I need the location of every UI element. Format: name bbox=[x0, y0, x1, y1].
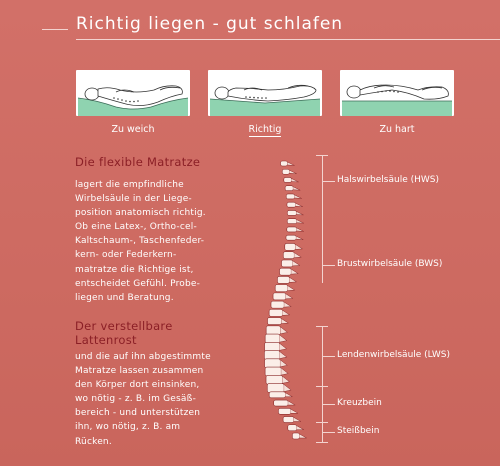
spinous-process bbox=[284, 302, 291, 307]
spinous-process bbox=[280, 327, 287, 334]
spinous-process bbox=[286, 294, 293, 299]
vertebra bbox=[266, 326, 280, 335]
spinous-process bbox=[297, 220, 304, 224]
text-line: position anatomisch richtig. bbox=[75, 208, 206, 219]
spinous-process bbox=[282, 376, 289, 383]
vertebrae-group bbox=[264, 161, 306, 439]
vertebra bbox=[287, 227, 297, 232]
spinous-process bbox=[285, 393, 292, 397]
bracket-tick bbox=[316, 442, 328, 443]
spinous-process bbox=[293, 187, 300, 191]
mattress-panel-right bbox=[208, 70, 322, 116]
vertebra bbox=[292, 433, 299, 439]
region-label-lws: Lendenwirbelsäule (LWS) bbox=[337, 350, 450, 360]
header-rule bbox=[76, 39, 500, 40]
spinous-process bbox=[296, 203, 303, 207]
spine-illustration bbox=[258, 155, 318, 445]
spinous-process bbox=[291, 269, 298, 274]
spinous-process bbox=[294, 253, 301, 258]
region-connector bbox=[322, 432, 335, 433]
vertebra bbox=[286, 194, 294, 199]
panel-label-correct-text: Richtig bbox=[248, 124, 282, 135]
text-line: ihn, wo nötig, z. B. am bbox=[75, 422, 181, 433]
region-label-coccyx: Steißbein bbox=[337, 426, 380, 436]
section-body-flexible-mattress bbox=[75, 178, 250, 305]
spinous-process bbox=[296, 211, 303, 215]
text-line: Matratze lassen zusammen bbox=[75, 366, 204, 377]
spinous-process bbox=[287, 162, 294, 166]
vertebra bbox=[269, 392, 285, 398]
panel-label-too-hard: Zu hart bbox=[379, 124, 415, 135]
panel-label-correct bbox=[208, 124, 322, 135]
spinous-process bbox=[289, 277, 296, 282]
vertebra bbox=[284, 177, 292, 182]
vertebra bbox=[277, 276, 289, 283]
text-line: matratze die Richtige ist, bbox=[75, 264, 194, 275]
text-line: lagert die empfindliche bbox=[75, 180, 184, 190]
bracket-hws-bws bbox=[322, 155, 323, 283]
header-rule-left bbox=[42, 29, 68, 30]
region-connector bbox=[322, 181, 335, 182]
vertebra bbox=[265, 367, 281, 376]
vertebra bbox=[265, 359, 281, 368]
spinous-process bbox=[300, 434, 307, 438]
section-title-flexible-mattress: Die flexible Matratze bbox=[75, 155, 201, 169]
text-line: Ob eine Latex-, Ortho-cel- bbox=[75, 222, 197, 233]
vertebra bbox=[287, 210, 296, 215]
text-line: Rücken. bbox=[75, 436, 112, 447]
region-connector bbox=[322, 356, 335, 357]
bracket-tick bbox=[316, 422, 328, 423]
spinous-process bbox=[296, 236, 303, 240]
text-line: kern- oder Federkern- bbox=[75, 250, 177, 261]
spinous-process bbox=[281, 319, 288, 324]
vertebra bbox=[264, 351, 279, 360]
vertebra bbox=[273, 293, 286, 300]
spinous-process bbox=[288, 286, 295, 291]
spinous-process bbox=[295, 244, 302, 249]
vertebra bbox=[280, 161, 287, 166]
spinous-process bbox=[295, 195, 302, 199]
vertebra bbox=[285, 186, 293, 191]
vertebra bbox=[271, 301, 284, 308]
text-line: entscheidet Gefühl. Probe- bbox=[75, 278, 201, 289]
vertebra bbox=[275, 285, 287, 292]
vertebra bbox=[281, 260, 292, 267]
region-connector bbox=[322, 404, 335, 405]
spinous-process bbox=[290, 170, 297, 174]
spinous-process bbox=[280, 352, 287, 359]
vertebra bbox=[282, 169, 289, 174]
text-line: liegen und Beratung. bbox=[75, 292, 174, 303]
vertebra bbox=[287, 202, 296, 207]
vertebra bbox=[287, 219, 297, 224]
page-title: Richtig liegen - gut schlafen bbox=[76, 14, 344, 34]
vertebra bbox=[265, 342, 280, 351]
vertebra bbox=[283, 417, 294, 423]
panel-label-too-soft: Zu weich bbox=[111, 124, 155, 135]
bracket-tick bbox=[316, 326, 328, 327]
sleeper-too-soft-illustration bbox=[76, 70, 190, 116]
spinous-process bbox=[292, 178, 299, 182]
text-line: bereich - und unterstützen bbox=[75, 408, 201, 419]
text-line: und die auf ihn abgestimmte bbox=[75, 352, 211, 362]
vertebra bbox=[266, 375, 282, 384]
text-line: Wirbelsäule in der Liege- bbox=[75, 194, 192, 205]
text-line: wo nötig - z. B. im Gesäß- bbox=[75, 394, 197, 405]
spinous-process bbox=[284, 385, 291, 392]
vertebra bbox=[279, 268, 291, 275]
spinous-process bbox=[291, 409, 298, 413]
section-body-slatted-frame bbox=[75, 350, 250, 449]
section-title-slatted-frame bbox=[75, 319, 173, 347]
section-title-line: Der verstellbare bbox=[75, 319, 173, 333]
region-label-bws: Brustwirbelsäule (BWS) bbox=[337, 259, 443, 269]
vertebra bbox=[267, 318, 281, 325]
spinous-process bbox=[280, 360, 287, 367]
spinous-process bbox=[294, 418, 301, 422]
mattress-panel-hard bbox=[340, 70, 454, 116]
text-line: Kaltschaum-, Taschenfeder- bbox=[75, 236, 205, 247]
vertebra bbox=[265, 334, 280, 343]
vertebra bbox=[286, 235, 296, 240]
region-label-hws: Halswirbelsäule (HWS) bbox=[337, 175, 439, 185]
spinous-process bbox=[283, 310, 290, 315]
bracket-tick bbox=[316, 155, 328, 156]
vertebra bbox=[274, 400, 288, 406]
spinous-process bbox=[297, 228, 304, 232]
spinous-process bbox=[280, 343, 287, 350]
vertebra bbox=[267, 384, 284, 393]
region-label-sacrum: Kreuzbein bbox=[337, 398, 382, 408]
spinous-process bbox=[293, 261, 300, 266]
vertebra bbox=[283, 252, 294, 259]
mattress-panel-soft bbox=[76, 70, 190, 116]
spinous-process bbox=[288, 401, 295, 405]
vertebra bbox=[285, 243, 296, 250]
vertebra bbox=[269, 309, 283, 316]
sleeper-too-hard-illustration bbox=[340, 70, 454, 116]
vertebra bbox=[288, 425, 297, 431]
spinous-process bbox=[297, 426, 304, 430]
sleeper-correct-illustration bbox=[208, 70, 322, 116]
section-title-line: Lattenrost bbox=[75, 333, 137, 347]
spinous-process bbox=[280, 335, 287, 342]
spinous-process bbox=[281, 368, 288, 375]
text-line: den Körper dort einsinken, bbox=[75, 380, 200, 391]
region-connector bbox=[322, 265, 335, 266]
vertebra bbox=[278, 408, 291, 414]
